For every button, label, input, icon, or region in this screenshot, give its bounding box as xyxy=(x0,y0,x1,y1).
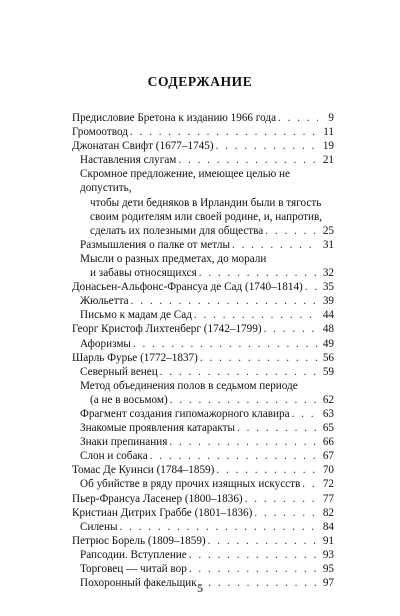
toc-page-number: 59 xyxy=(322,365,334,378)
toc-entry-title-line: Рапсодии. Вступление xyxy=(80,548,187,561)
toc-entry-subsection xyxy=(72,520,334,534)
toc-entry-subsection xyxy=(72,449,334,463)
toc-entry-title-line: Петрюс Борель (1809–1859) xyxy=(72,534,206,547)
toc-page-number: 91 xyxy=(322,534,334,547)
toc-page-number: 39 xyxy=(322,295,334,308)
dot-leader xyxy=(200,351,318,365)
toc-entry-title-line: Пьер-Франсуа Ласенер (1800–1836) xyxy=(72,492,243,505)
dot-leader xyxy=(216,463,318,477)
toc-page-number: 97 xyxy=(322,577,334,590)
dot-leader xyxy=(208,534,318,548)
dot-leader xyxy=(133,337,318,351)
dot-leader xyxy=(254,506,318,520)
toc-entry-subsection xyxy=(72,477,334,491)
toc-entry-title-line: своим родителям или своей родине, и, напротив, xyxy=(90,210,323,223)
toc-entry-section xyxy=(72,139,334,153)
toc-entry-title-line: (а не в восьмом) xyxy=(90,393,168,406)
toc-entry-title-line: Похоронный факельщик xyxy=(80,577,197,590)
toc-entry-title-line: Силены xyxy=(80,520,118,533)
toc-entry-title-line: и забавы относящихся xyxy=(90,267,197,280)
toc-page-number: 9 xyxy=(328,112,334,124)
toc-entry-title-line: Знакомые проявления катаракты xyxy=(80,422,236,435)
toc-page-number: 82 xyxy=(322,506,334,519)
toc-entry-subsection xyxy=(72,308,334,322)
toc-page-number: 95 xyxy=(322,563,334,575)
toc-entry-title-line: Мысли о разных предметах, до морали xyxy=(80,252,267,265)
toc-entry-title-line: Фрагмент создания гипомажорного клавира xyxy=(80,407,290,420)
toc-entry-subsection xyxy=(72,153,334,167)
toc-entry-subsection xyxy=(72,252,334,280)
toc-page-number: 31 xyxy=(322,238,334,251)
toc-entry-subsection xyxy=(72,407,334,421)
dot-leader xyxy=(278,111,318,125)
toc-entry-title-line: Знаки препинания xyxy=(80,436,168,449)
table-of-contents xyxy=(72,111,334,590)
toc-entry-section xyxy=(72,351,334,365)
dot-leader xyxy=(189,548,318,562)
toc-page-number: 21 xyxy=(322,154,334,167)
toc-entry-subsection xyxy=(72,238,334,252)
dot-leader xyxy=(130,125,318,139)
toc-entry-section xyxy=(72,125,334,139)
toc-page-number: 49 xyxy=(322,337,334,350)
dot-leader xyxy=(245,492,318,506)
toc-entry-subsection xyxy=(72,167,334,237)
toc-entry-subsection xyxy=(72,562,334,576)
dot-leader xyxy=(232,238,318,252)
dot-leader xyxy=(178,153,318,167)
toc-entry-title-line: сделать их полезными для общества xyxy=(90,224,264,237)
toc-page-number: 32 xyxy=(322,267,334,280)
toc-entry-section xyxy=(72,280,334,294)
toc-page-number: 25 xyxy=(322,224,334,237)
toc-page-number: 70 xyxy=(322,464,334,477)
toc-page-number: 48 xyxy=(322,323,334,336)
toc-entry-section xyxy=(72,534,334,548)
toc-entry-subsection xyxy=(72,379,334,407)
toc-entry-section xyxy=(72,506,334,520)
toc-page-number: 56 xyxy=(322,351,334,364)
toc-entry-title-line: Наставления слугам xyxy=(80,154,177,167)
dot-leader xyxy=(150,449,318,463)
dot-leader xyxy=(302,477,318,491)
toc-entry-section xyxy=(72,322,334,336)
toc-entry-title-line: Слон и собака xyxy=(80,450,148,463)
page-number: 5 xyxy=(197,581,203,595)
toc-entry-section xyxy=(72,111,334,125)
toc-entry-title-line: Георг Кристоф Лихтенберг (1742–1799) xyxy=(72,323,262,336)
dot-leader xyxy=(292,407,318,421)
dot-leader xyxy=(170,393,318,407)
dot-leader xyxy=(189,562,318,576)
toc-entry-subsection xyxy=(72,337,334,351)
toc-entry-title-line: Кристиан Дитрих Граббе (1801–1836) xyxy=(72,506,253,519)
toc-entry-subsection xyxy=(72,421,334,435)
dot-leader xyxy=(216,139,318,153)
dot-leader xyxy=(237,421,318,435)
toc-page-number: 66 xyxy=(322,436,334,449)
toc-entry-title-line: Торговец — читай вор xyxy=(80,563,187,575)
toc-entry-title-line: Афоризмы xyxy=(80,337,131,350)
dot-leader xyxy=(264,322,318,336)
toc-page-number: 77 xyxy=(322,492,334,505)
toc-entry-title-line: Джонатан Свифт (1677–1745) xyxy=(72,140,214,153)
toc-page-number: 84 xyxy=(322,520,334,533)
toc-entry-title-line: Предисловие Бретона к изданию 1966 года xyxy=(72,112,277,124)
dot-leader xyxy=(131,294,318,308)
toc-page-number: 44 xyxy=(322,309,334,322)
dot-leader xyxy=(120,520,318,534)
dot-leader xyxy=(265,224,318,238)
toc-entry-title-line: Размышления о палке от метлы xyxy=(80,238,230,251)
toc-entry-subsection xyxy=(72,548,334,562)
toc-page-number: 63 xyxy=(322,407,334,420)
toc-page-number: 11 xyxy=(323,126,334,139)
toc-entry-title-line: Об убийстве в ряду прочих изящных искусств xyxy=(80,478,301,491)
toc-entry-title-line: Жюльетта xyxy=(80,295,129,308)
dot-leader xyxy=(305,280,318,294)
toc-entry-title-line: Громоотвод xyxy=(72,126,128,139)
toc-entry-title-line: Северный венец xyxy=(80,365,158,378)
toc-entry-subsection xyxy=(72,435,334,449)
toc-entry-title-line: Шарль Фурье (1772–1837) xyxy=(72,351,198,364)
page-title: СОДЕРЖАНИЕ xyxy=(147,74,253,89)
toc-entry-subsection xyxy=(72,294,334,308)
toc-entry-title-line: Томас Де Куинси (1784–1859) xyxy=(72,464,215,477)
toc-page-number: 67 xyxy=(322,450,334,463)
toc-entry-title-line: Донасьен-Альфонс-Франсуа де Сад (1740–1814) xyxy=(72,281,303,294)
dot-leader xyxy=(199,266,318,280)
toc-entry-title-line: Скромное предложение, имеющее целью не допустить, xyxy=(80,168,290,195)
dot-leader xyxy=(194,308,318,322)
toc-entry-title-line: Метод объединения полов в седьмом периоде xyxy=(80,379,298,392)
toc-entry-section xyxy=(72,492,334,506)
toc-entry-subsection xyxy=(72,365,334,379)
toc-page-number: 72 xyxy=(322,478,334,491)
dot-leader xyxy=(160,365,318,379)
toc-page-number: 35 xyxy=(322,281,334,294)
dot-leader xyxy=(169,435,318,449)
toc-page-number: 19 xyxy=(322,140,334,153)
toc-page-number: 93 xyxy=(322,548,334,561)
toc-page-number: 62 xyxy=(322,393,334,406)
toc-entry-section xyxy=(72,463,334,477)
toc-page-number: 65 xyxy=(322,422,334,435)
toc-entry-title-line: Письмо к мадам де Сад xyxy=(80,309,192,322)
toc-entry-title-line: чтобы дети бедняков в Ирландии были в тягость xyxy=(90,196,322,209)
